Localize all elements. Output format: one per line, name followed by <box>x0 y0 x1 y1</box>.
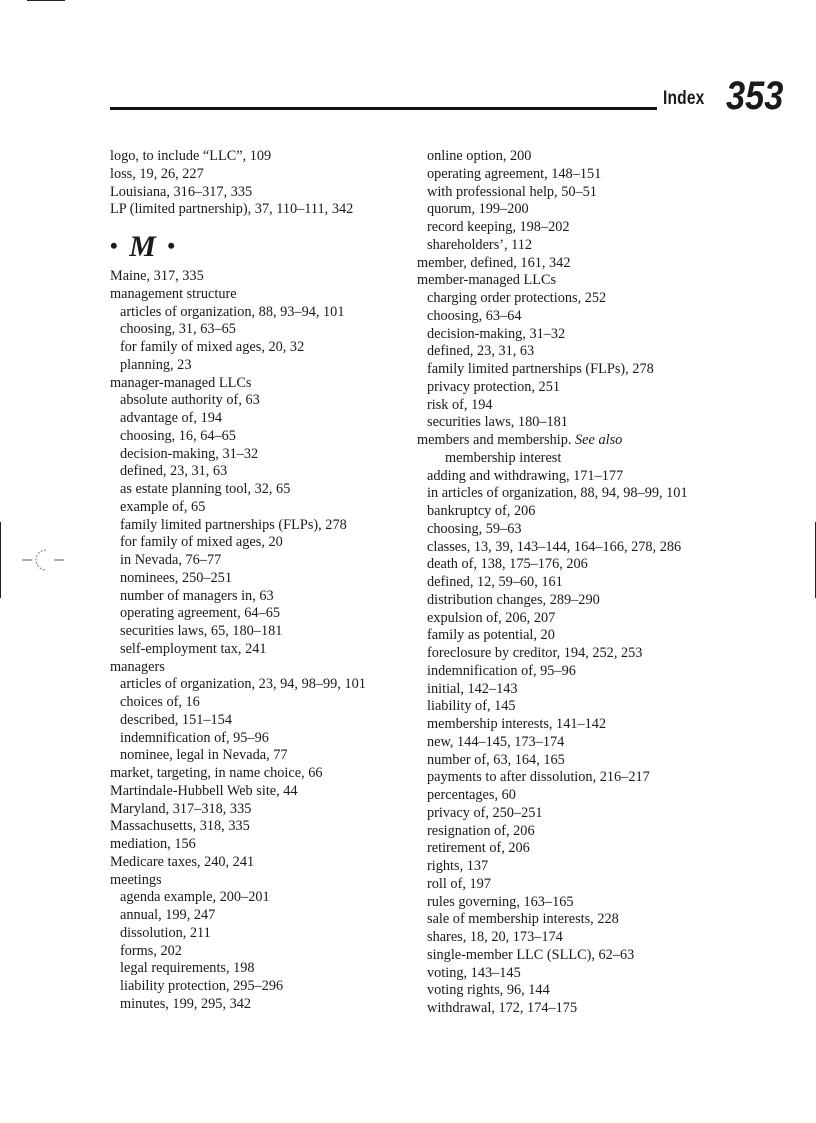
entry-text: initial, 142–143 <box>427 680 518 697</box>
index-subentry <box>417 166 717 184</box>
index-subentry <box>110 410 410 428</box>
index-subentry <box>417 681 717 699</box>
entry-text: privacy of, 250–251 <box>427 804 543 821</box>
entry-text: choosing, 31, 63–65 <box>120 321 236 338</box>
entry-text: annual, 199, 247 <box>120 907 216 923</box>
letter-section-heading <box>110 229 410 264</box>
entry-text: member-managed LLCs <box>417 272 557 289</box>
entry-text: market, targeting, in name choice, 66 <box>110 765 323 781</box>
index-subentry <box>417 894 717 912</box>
entry-text: foreclosure by creditor, 194, 252, 253 <box>427 645 643 661</box>
entry-text: rules governing, 163–165 <box>427 893 574 910</box>
entry-text: Martindale-Hubbell Web site, 44 <box>110 782 298 799</box>
entry-text: managers <box>110 658 165 675</box>
index-subentry <box>417 485 717 503</box>
index-entry <box>417 255 717 273</box>
entry-text: resignation of, 206 <box>427 822 535 839</box>
entry-text: distribution changes, 289–290 <box>427 591 600 608</box>
entry-text: nominees, 250–251 <box>120 569 232 586</box>
index-subentry <box>417 397 717 415</box>
index-subentry <box>110 694 410 712</box>
entry-text: risk of, 194 <box>427 396 493 413</box>
entry-text: roll of, 197 <box>427 875 491 892</box>
entry-text: record keeping, 198–202 <box>427 219 570 235</box>
entry-text: bankruptcy of, 206 <box>427 503 536 519</box>
index-subentry <box>417 343 717 361</box>
entry-text: defined, 23, 31, 63 <box>120 463 228 480</box>
index-column-left <box>110 148 410 1014</box>
index-subentry <box>110 676 410 694</box>
heading-bullet-left: • <box>110 233 120 258</box>
index-subentry <box>110 552 410 570</box>
entry-text: shares, 18, 20, 173–174 <box>427 929 563 945</box>
entry-text: in articles of organization, 88, 94, 98–99, 101 <box>427 485 688 502</box>
index-subentry <box>417 663 717 681</box>
index-subentry <box>110 428 410 446</box>
index-entry <box>110 184 410 202</box>
index-entry <box>110 783 410 801</box>
index-subentry <box>110 517 410 535</box>
entry-text: securities laws, 180–181 <box>427 414 568 431</box>
entry-text: indemnification of, 95–96 <box>120 729 269 746</box>
entry-text: mediation, 156 <box>110 836 196 852</box>
index-entry <box>417 432 717 450</box>
index-subentry <box>110 588 410 606</box>
entry-text: charging order protections, 252 <box>427 290 607 306</box>
index-subentry <box>417 947 717 965</box>
entry-text: family limited partnerships (FLPs), 278 <box>427 361 654 377</box>
index-subentry <box>110 960 410 978</box>
index-entry <box>110 854 410 872</box>
running-header-label: Index <box>663 88 705 109</box>
entry-text: new, 144–145, 173–174 <box>427 733 565 750</box>
entry-text: retirement of, 206 <box>427 840 530 857</box>
entry-text: choices of, 16 <box>120 694 200 710</box>
index-subentry <box>110 570 410 588</box>
entry-text: legal requirements, 198 <box>120 960 255 977</box>
entry-text: liability of, 145 <box>427 698 516 715</box>
index-subentry <box>417 752 717 770</box>
index-subentry <box>417 184 717 202</box>
entry-text: liability protection, 295–296 <box>120 978 284 994</box>
entry-text: self-employment tax, 241 <box>120 640 267 657</box>
entry-text: nominee, legal in Nevada, 77 <box>120 747 288 764</box>
index-entry <box>110 872 410 890</box>
index-subentry <box>417 237 717 255</box>
entry-text: withdrawal, 172, 174–175 <box>427 1000 578 1016</box>
index-subentry <box>417 414 717 432</box>
entry-text: manager-managed LLCs <box>110 374 252 391</box>
entry-text: described, 151–154 <box>120 711 232 728</box>
index-subentry <box>417 326 717 344</box>
index-subentry <box>417 716 717 734</box>
entry-text: classes, 13, 39, 143–144, 164–166, 278, 286 <box>427 538 682 555</box>
index-subentry <box>417 219 717 237</box>
index-subentry <box>110 747 410 765</box>
entry-text: example of, 65 <box>120 498 206 515</box>
index-subentry <box>417 539 717 557</box>
entry-text: articles of organization, 88, 93–94, 101 <box>120 303 345 320</box>
entry-text: defined, 12, 59–60, 161 <box>427 574 563 590</box>
entry-text: for family of mixed ages, 20, 32 <box>120 339 305 355</box>
index-subentry <box>417 574 717 592</box>
index-entry <box>110 836 410 854</box>
entry-text: choosing, 63–64 <box>427 307 522 324</box>
entry-text: voting rights, 96, 144 <box>427 982 550 999</box>
entries-after-letter <box>110 268 410 1014</box>
entry-text: quorum, 199–200 <box>427 201 529 218</box>
heading-bullet-right: • <box>167 233 178 258</box>
index-subentry <box>417 1000 717 1018</box>
entry-text: sale of membership interests, 228 <box>427 911 619 928</box>
index-entry <box>110 268 410 286</box>
entry-text: with professional help, 50–51 <box>427 183 597 200</box>
index-subentry <box>417 929 717 947</box>
entry-text: operating agreement, 64–65 <box>120 605 280 622</box>
index-subentry <box>110 392 410 410</box>
entry-text: Medicare taxes, 240, 241 <box>110 853 255 870</box>
index-subentry <box>110 978 410 996</box>
index-subentry <box>110 730 410 748</box>
index-subentry <box>110 534 410 552</box>
index-subentry <box>110 339 410 357</box>
entry-text: shareholders’, 112 <box>427 236 533 253</box>
index-subentry <box>417 201 717 219</box>
header-rule <box>110 107 657 110</box>
entry-text: online option, 200 <box>427 148 532 164</box>
index-subentry <box>417 592 717 610</box>
index-subentry <box>417 148 717 166</box>
entry-text: choosing, 59–63 <box>427 520 522 537</box>
entry-text: planning, 23 <box>120 356 192 373</box>
index-subentry <box>417 982 717 1000</box>
index-subentry <box>417 290 717 308</box>
entry-text: death of, 138, 175–176, 206 <box>427 556 588 573</box>
index-entry <box>110 166 410 184</box>
entry-text: indemnification of, 95–96 <box>427 662 576 679</box>
entry-text: in Nevada, 76–77 <box>120 552 222 568</box>
index-subentry <box>110 463 410 481</box>
entry-text: membership interest <box>445 449 562 466</box>
entry-text: Massachusetts, 318, 335 <box>110 818 250 835</box>
index-subentry <box>417 823 717 841</box>
entry-text: operating agreement, 148–151 <box>427 165 602 182</box>
index-entry <box>110 818 410 836</box>
index-subentry <box>417 769 717 787</box>
index-subentry <box>417 450 717 468</box>
entry-text: membership interests, 141–142 <box>427 716 607 732</box>
entries-before-letter <box>110 148 410 219</box>
entry-text: for family of mixed ages, 20 <box>120 534 283 551</box>
index-subentry <box>417 965 717 983</box>
index-entry <box>110 375 410 393</box>
index-entry <box>110 765 410 783</box>
index-entry <box>417 272 717 290</box>
entry-text: absolute authority of, 63 <box>120 392 260 409</box>
index-subentry <box>110 321 410 339</box>
entry-text: adding and withdrawing, 171–177 <box>427 467 624 484</box>
index-subentry <box>110 925 410 943</box>
entry-text: LP (limited partnership), 37, 110–111, 342 <box>110 201 354 218</box>
index-subentry <box>110 623 410 641</box>
entry-text: rights, 137 <box>427 858 489 874</box>
index-subentry <box>417 787 717 805</box>
crop-mark-top <box>27 0 65 1</box>
index-entry <box>110 801 410 819</box>
index-subentry <box>417 610 717 628</box>
entry-text: members and membership. <box>417 432 572 448</box>
index-subentry <box>417 379 717 397</box>
index-subentry <box>417 468 717 486</box>
index-subentry <box>110 712 410 730</box>
entry-text: meetings <box>110 871 162 888</box>
page-number: 353 <box>726 74 784 118</box>
entry-text: Maine, 317, 335 <box>110 268 204 284</box>
entries-right <box>417 148 717 1018</box>
index-subentry <box>417 645 717 663</box>
index-subentry <box>417 503 717 521</box>
index-subentry <box>417 858 717 876</box>
entry-text: Maryland, 317–318, 335 <box>110 800 252 817</box>
entry-text: family limited partnerships (FLPs), 278 <box>120 516 347 533</box>
entry-text: family as potential, 20 <box>427 627 555 644</box>
entry-text: dissolution, 211 <box>120 924 211 941</box>
index-subentry <box>417 627 717 645</box>
entry-text: logo, to include “LLC”, 109 <box>110 148 272 164</box>
entry-text: choosing, 16, 64–65 <box>120 427 236 444</box>
index-subentry <box>417 911 717 929</box>
entry-text: advantage of, 194 <box>120 410 223 426</box>
entry-text: management structure <box>110 285 237 302</box>
index-subentry <box>110 357 410 375</box>
index-subentry <box>417 521 717 539</box>
index-subentry <box>110 481 410 499</box>
entry-text: minutes, 199, 295, 342 <box>120 995 252 1012</box>
entry-text: securities laws, 65, 180–181 <box>120 623 283 639</box>
entry-text: number of, 63, 164, 165 <box>427 751 565 768</box>
index-entry <box>110 659 410 677</box>
entry-text: as estate planning tool, 32, 65 <box>120 481 291 497</box>
index-subentry <box>417 734 717 752</box>
index-entry <box>110 148 410 166</box>
index-column-right <box>417 148 717 1018</box>
index-subentry <box>110 943 410 961</box>
entry-text: decision-making, 31–32 <box>427 325 566 342</box>
index-entry <box>110 201 410 219</box>
index-subentry <box>110 996 410 1014</box>
index-subentry <box>417 876 717 894</box>
index-entry <box>110 286 410 304</box>
index-subentry <box>417 805 717 823</box>
entry-text: payments to after dissolution, 216–217 <box>427 769 650 786</box>
index-subentry <box>110 641 410 659</box>
entry-text: expulsion of, 206, 207 <box>427 609 556 626</box>
entry-text: articles of organization, 23, 94, 98–99, 101 <box>120 676 366 693</box>
trim-mark-left <box>0 522 1 598</box>
index-subentry <box>417 556 717 574</box>
entry-text: Louisiana, 316–317, 335 <box>110 183 253 200</box>
index-subentry <box>110 304 410 322</box>
index-subentry <box>110 605 410 623</box>
index-subentry <box>110 907 410 925</box>
index-subentry <box>110 446 410 464</box>
index-subentry <box>417 840 717 858</box>
index-subentry <box>417 308 717 326</box>
entry-text: loss, 19, 26, 227 <box>110 165 204 182</box>
entry-text: forms, 202 <box>120 942 182 959</box>
registration-mark-icon <box>20 546 66 574</box>
index-subentry <box>110 889 410 907</box>
heading-letter: M <box>129 230 158 263</box>
entry-text: member, defined, 161, 342 <box>417 254 571 271</box>
see-also-text: See also <box>575 432 623 448</box>
entry-text: privacy protection, 251 <box>427 378 561 395</box>
index-subentry <box>417 698 717 716</box>
entry-text: voting, 143–145 <box>427 964 521 981</box>
entry-text: single-member LLC (SLLC), 62–63 <box>427 946 635 963</box>
index-subentry <box>417 361 717 379</box>
entry-text: percentages, 60 <box>427 787 516 803</box>
entry-text: decision-making, 31–32 <box>120 445 259 462</box>
index-subentry <box>110 499 410 517</box>
entry-text: defined, 23, 31, 63 <box>427 343 535 360</box>
entry-text: number of managers in, 63 <box>120 587 274 604</box>
entry-text: agenda example, 200–201 <box>120 889 270 906</box>
